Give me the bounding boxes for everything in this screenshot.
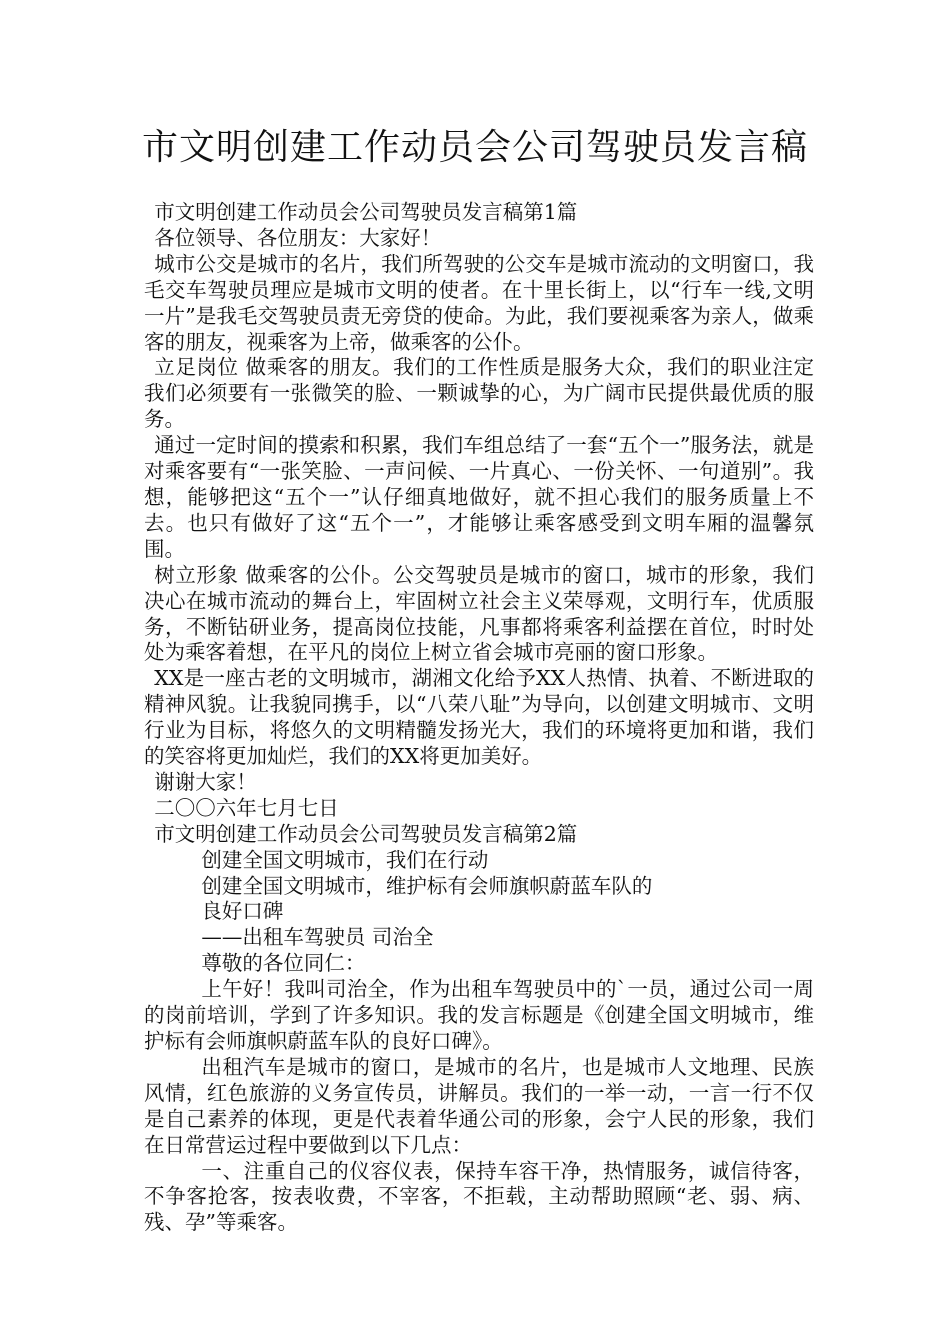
paragraph: 出租汽车是城市的窗口，是城市的名片，也是城市人文地理、民族风情，红色旅游的义务宣传员，讲解员。我们的一举一动，一言一行不仅是自己素养的体现，更是代表着华通公司的形象，会宁人民的形象，我们在日常营运过程中要做到以下几点： [144,1054,814,1157]
paragraph: 创建全国文明城市，维护标有会师旗帜蔚蓝车队的 [201,873,653,898]
paragraph: 立足岗位 做乘客的朋友。我们的工作性质是服务大众，我们的职业注定我们必须要有一张微笑的脸、一颗诚挚的心，为广阔市民提供最优质的服务。 [144,355,814,432]
paragraph: XX是一座古老的文明城市，湖湘文化给予XX人热情、执着、不断进取的精神风貌。让我貌同携手，以“八荣八耻”为导向，以创建文明城市、文明行业为目标，将悠久的文明精髓发扬光大，我们的环境将更加和谐，我们的笑容将更加灿烂，我们的XX将更加美好。 [144,666,814,769]
paragraph: 创建全国文明城市，我们在行动 [201,847,489,872]
paragraph: 市文明创建工作动员会公司驾驶员发言稿第2篇 [154,821,578,846]
paragraph: 良好口碑 [201,899,284,924]
paragraph: 尊敬的各位同仁： [201,951,366,976]
paragraph: 二〇〇六年七月七日 [154,795,339,820]
paragraph: 通过一定时间的摸索和积累，我们车组总结了一套“五个一”服务法，就是对乘客要有“一张笑脸、一声问候、一片真心、一份关怀、一句道别”。我想，能够把这“五个一”认仔细真地做好，就不担心我们的服务质量上不去。也只有做好了这“五个一”，才能够让乘客感受到文明车厢的温馨氛围。 [144,433,814,561]
paragraph: 树立形象 做乘客的公仆。公交驾驶员是城市的窗口，城市的形象，我们决心在城市流动的舞台上，牢固树立社会主义荣辱观，文明行车，优质服务，不断钻研业务，提高岗位技能，凡事都将乘客利益摆在首位，时时处处为乘客着想，在平凡的岗位上树立省会城市亮丽的窗口形象。 [144,562,814,665]
paragraph: 上午好！我叫司治全，作为出租车驾驶员中的`一员，通过公司一周的岗前培训，学到了许多知识。我的发言标题是《创建全国文明城市，维护标有会师旗帜蔚蓝车队的良好口碑》。 [144,977,814,1053]
document-title: 市文明创建工作动员会公司驾驶员发言稿 [141,127,808,168]
paragraph: 市文明创建工作动员会公司驾驶员发言稿第1篇 [154,200,578,224]
paragraph: 谢谢大家！ [154,769,257,794]
paragraph: 一、注重自己的仪容仪表，保持车容干净，热情服务，诚信待客，不争客抢客，按表收费，不宰客，不拒载，主动帮助照顾“老、弱、病、残、孕”等乘客。 [144,1158,814,1235]
paragraph: 城市公交是城市的名片，我们所驾驶的公交车是城市流动的文明窗口，我毛交车驾驶员理应是城市文明的使者。在十里长街上，以“行车一线,文明一片”是我毛交驾驶员责无旁贷的使命。为此，我们要视乘客为亲人，做乘客的朋友，视乘客为上帝，做乘客的公仆。 [144,251,814,354]
paragraph: 各位领导、各位朋友：大家好！ [154,225,442,250]
document-body [144,200,814,1236]
paragraph: ——出租车驾驶员 司治全 [201,925,434,950]
